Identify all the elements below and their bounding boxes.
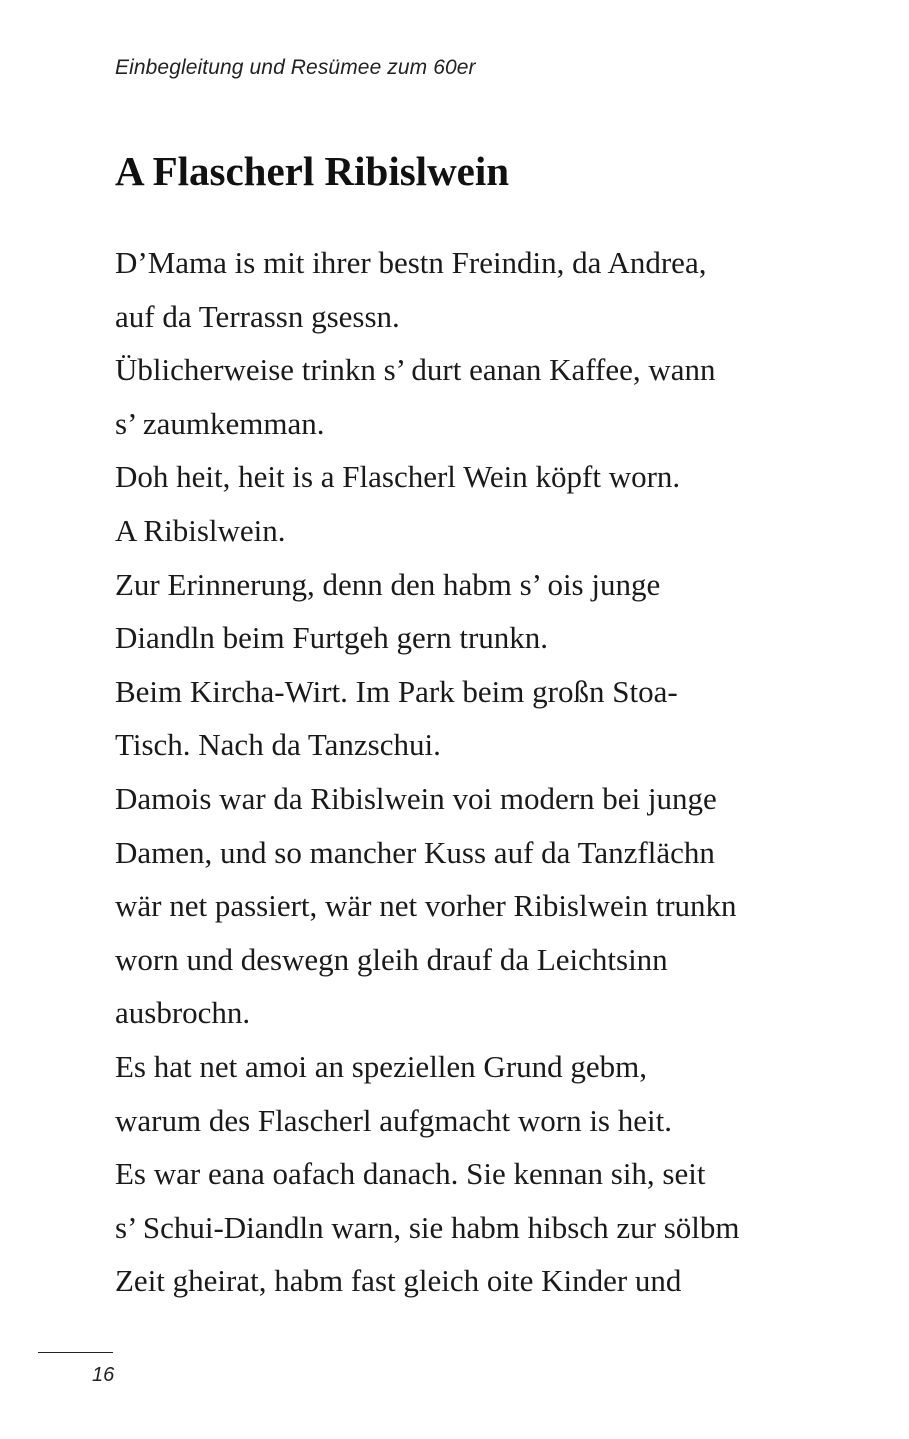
text-line: Damen, und so mancher Kuss auf da Tanzflächn xyxy=(115,834,715,870)
text-line: Zur Erinnerung, denn den habm s’ ois junge xyxy=(115,566,661,602)
text-line: s’ Schui-Diandln warn, sie habm hibsch zur sölbm xyxy=(115,1209,740,1245)
text-line: Zeit gheirat, habm fast gleich oite Kinder und xyxy=(115,1263,682,1299)
page-number: 16 xyxy=(92,1364,115,1386)
running-header: Einbegleitung und Resümee zum 60er xyxy=(115,56,476,79)
text-line: Es hat net amoi an speziellen Grund gebm, xyxy=(115,1048,648,1084)
text-line: worn und deswegn gleih drauf da Leichtsinn xyxy=(115,941,668,977)
text-line: Doh heit, heit is a Flascherl Wein köpft worn. xyxy=(115,459,681,495)
text-line: Tisch. Nach da Tanzschui. xyxy=(115,727,441,763)
text-line: A Ribislwein. xyxy=(115,512,286,548)
text-line: wär net passiert, wär net vorher Ribislwein trunkn xyxy=(115,888,737,924)
body-text xyxy=(115,236,815,1308)
text-line: Damois war da Ribislwein voi modern bei junge xyxy=(115,780,717,816)
text-line: ausbrochn. xyxy=(115,995,251,1031)
text-line: warum des Flascherl aufgmacht worn is heit. xyxy=(115,1102,672,1138)
text-line: auf da Terrassn gsessn. xyxy=(115,298,400,334)
text-line: D’Mama is mit ihrer bestn Freindin, da Andrea, xyxy=(115,245,707,280)
text-line: s’ zaumkemman. xyxy=(115,405,325,441)
text-line: Beim Kircha-Wirt. Im Park beim großn Stoa- xyxy=(115,673,678,709)
text-line: Diandln beim Furtgeh gern trunkn. xyxy=(115,620,549,656)
text-line: Üblicherweise trinkn s’ durt eanan Kaffee, wann xyxy=(115,352,716,388)
text-line: Es war eana oafach danach. Sie kennan sih, seit xyxy=(115,1156,706,1192)
footer-divider xyxy=(38,1352,113,1353)
chapter-title: A Flascherl Ribislwein xyxy=(115,148,510,194)
